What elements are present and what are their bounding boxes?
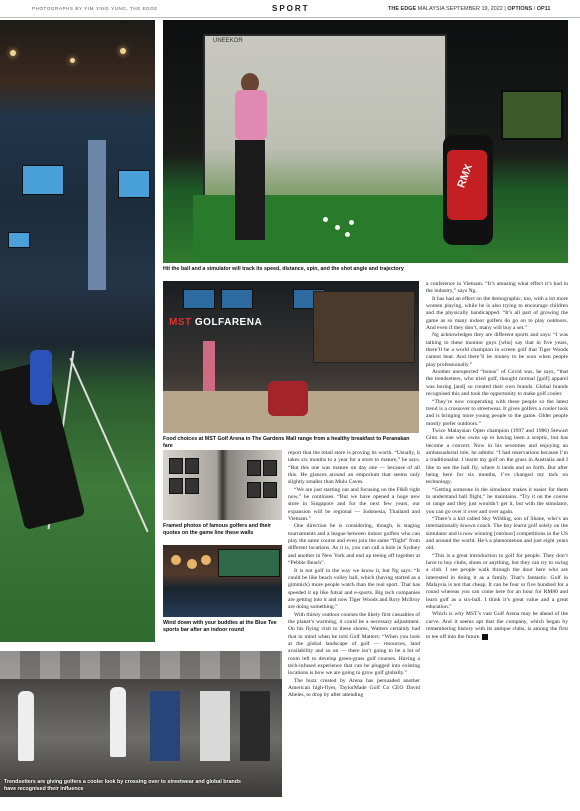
paragraph (426, 611, 568, 640)
mannequin (18, 691, 34, 761)
photo-frame (169, 478, 183, 494)
golfer-shirt (235, 90, 267, 140)
wall-tv (221, 289, 253, 309)
clothing-rack (240, 691, 270, 761)
paragraph: Another unexpected “bonus” of Covid was, he says, “that the trendsetters, who tried golf, thought normal [golf] apparel was boring [and] so created their own brands. Global brands recognised this and took the opportunity to make golf cooler. (426, 369, 568, 398)
caption-shop: Trendsetters are giving golfers a cooler look by crossing over to streetwear and global brands have recognised their influence (4, 779, 241, 792)
lamp (187, 559, 197, 569)
paragraph: It has had an effect on the demographic, too, with a lot more women playing, while he is also trying to encourage children and the physically handicapped. “It’s all part of growing the game as so many indoor golfers do go on to play outdoors. And even if they don’t, many will buy a set.” (426, 295, 568, 332)
paragraph: report that the retail store is proving its worth. “Usually, it takes six months to a year for a store to mature,” he says. “But this one was mature on day one — because of all this. He glances around an emporium that seems only slightly smaller than Mulu Caves. (288, 450, 420, 486)
bar-photo (163, 545, 282, 617)
clothing-rack (200, 691, 230, 761)
paragraph: “There’s a kid called Sky Wilding, son of Shane, who’s an internationally known coach. The boy learnt golf solely on the simulator and is now winning [outdoor] competitions in the US and around the world. He’s a phenomenon and just eight years old. (426, 516, 568, 552)
arena-logo (169, 317, 262, 328)
page-number: OP11 (536, 6, 551, 12)
golfer (223, 70, 275, 260)
header-rule (0, 17, 580, 18)
golf-ball (349, 220, 354, 225)
paragraph: a conference in Vietnam. “It’s amazing what effect it’s had in the industry,” says Ng. (426, 281, 568, 295)
logo-part-b: GOLFARENA (194, 317, 263, 328)
photo-frame (185, 478, 199, 494)
ceiling (0, 651, 282, 679)
caption-simulator: Hit the ball and a simulator will track its speed, distance, spin, and the shot angle and trajectory (163, 266, 404, 272)
bag-brand: RMX (455, 162, 476, 190)
caption-frames: Framed photos of famous golfers and their quotes on the game line these walls (163, 523, 272, 536)
lamp (171, 555, 181, 565)
paragraph: “We are just starting out and focusing on the F&B right now,” he continues. “But we have opened a huge new store in Singapore and for the next few years, our expansion will be regional — Indonesia, Thailand and Vietnam.” (288, 486, 420, 523)
section-label: SPORT (272, 4, 310, 13)
golf-bag-pocket (30, 350, 52, 405)
lounge-photo (0, 20, 155, 642)
photo-frame (263, 482, 277, 498)
ceiling-light (120, 48, 126, 54)
frames-photo (163, 450, 282, 520)
golf-ball (335, 225, 340, 230)
photo-frame (247, 482, 261, 498)
golfer-legs (235, 140, 265, 240)
shop-photo (0, 651, 282, 797)
region: MALAYSIA (417, 6, 445, 12)
lounge-screen (118, 170, 150, 198)
final-text: Which is why MST’s vast Golf Arena may be ahead of the curve. And it seems apt that the company, which began by remembering history with its antique clubs, is among the first to tee off into the future. (426, 611, 568, 640)
ceiling-light (10, 50, 16, 56)
paragraph: With thirsty outdoor courses the likely first casualties of the planet’s warming, it could be a necessary adjustment. On his flying visit to these shores, Watters certainly had that in mind when he told Golf Matters: “When you look at the global landscape of golf — resources, land availability and so on — there isn’t going to be a lot of room left to develop green-grass golf courses. Having a tech-infused experience that can be plugged into existing locations is how we are going to grow golf globally.” (288, 611, 420, 677)
paragraph: It is not golf in the way we know it, but Ng says: “It could be like beach volley ball, which (having started as a gimmick) more people watch than the real sport. That has speeded it up like futsal and e-sports. Big tech companies are getting into it and now Tiger Woods and Rory McIlroy are doing something.” (288, 567, 420, 611)
end-mark: E (482, 634, 488, 640)
photo-frame (247, 460, 261, 476)
simulator-brand: UNEEKOR (213, 38, 243, 44)
golf-ball (345, 232, 350, 237)
lounge-screen (22, 165, 64, 195)
logo-part-a: MST (169, 317, 192, 328)
pillar (88, 140, 106, 290)
staff-member (203, 341, 215, 391)
article-column-middle (288, 450, 420, 700)
lamp (201, 555, 211, 565)
caption-bar: Wind down with your buddies at the Blue Tee sports bar after an indoor round (163, 620, 277, 633)
simulator-photo (163, 20, 568, 263)
paragraph: “They’re now cooperating with these people so the latest trend is a crossover to streetwear. It gives golfers a cooler look and is bringing more young people to the game. Older people mostly prefer outdoors.” (426, 398, 568, 427)
bar-screen (218, 549, 280, 577)
golf-ball (323, 217, 328, 222)
ceiling-light (70, 58, 75, 63)
paragraph: Ng acknowledges they are different sports and says: “I was talking to these monitor guys [who] say that in five years, there’ll be a world champion in screen golf that Tiger Woods cannot beat. And there’ll be money to be won when people play professionally.” (426, 332, 568, 368)
paragraph: One direction he is considering, though, is staging tournaments and a league between indoor golfers who can play the same course and even join the same “flight” from different locations. As it is, you can call a hole in Sydney and another in New York and end up teeing off together at “Pebble Beach”. (288, 523, 420, 567)
clothing-rack (150, 691, 180, 761)
paragraph: “Getting someone in the simulator makes it easier for them to understand ball flight,” he maintains. “Try it on the course or range and they just wouldn’t get it, but with the simulator, you can go over it over and over again. (426, 486, 568, 515)
lounge-screen (8, 232, 30, 248)
article-column-right (426, 281, 568, 641)
photo-credit: PHOTOGRAPHS BY YIM YING YUNG, THE EDGE (32, 6, 158, 11)
folio: THE EDGE MALAYSIA SEPTEMBER 19, 2022 | OPTIONS / OP11 (388, 6, 551, 12)
paragraph: The buzz created by Arena has persuaded another American high-flyer, TaylorMade Golf Co CEO David Abeles, to drop by after attending (288, 677, 420, 699)
photo-frame (185, 458, 199, 474)
display-shelf (313, 291, 415, 363)
photo-frame (263, 460, 277, 476)
mannequin (110, 687, 126, 757)
wall-tv (501, 90, 563, 140)
issue-date: SEPTEMBER 19, 2022 (446, 6, 503, 12)
wall-tv (183, 289, 215, 309)
caption-cafe: Food choices at MST Golf Arena in The Gardens Mall range from a healthy breakfast to Peranakan fare (163, 436, 410, 449)
paragraph: “This is a great introduction to golf for people. They don’t have to buy clubs, shoes or anything, but they can try to swing a club. I see people walk through the door here who are interested in doing it as a family. That’s fantastic. Golf in Malaysia is not that cheap. It can be four or five hundred for a round whereas you can come here for an hour for RM80 and learn golf as a six-ball. I think it’s great value and a great education.” (426, 552, 568, 611)
paragraph: Twice Malaysian Open champion (1997 and 1986) Stewart Ginn is one who owns up to having been a sceptic, but has become a convert. Now in his seventies and enjoying an ambassadorial role, he admits: “I had reservations because I’m a traditionalist. I learnt my golf on the grass in Australia and I like to see the ball fly, where it lands and so forth. But after being here for six months, I’ve changed my tack on technology. (426, 427, 568, 486)
cafe-photo (163, 281, 419, 433)
red-armchair (268, 381, 308, 416)
publication: OPTIONS (507, 6, 533, 12)
photo-frame (169, 458, 183, 474)
brand: THE EDGE (388, 6, 417, 12)
